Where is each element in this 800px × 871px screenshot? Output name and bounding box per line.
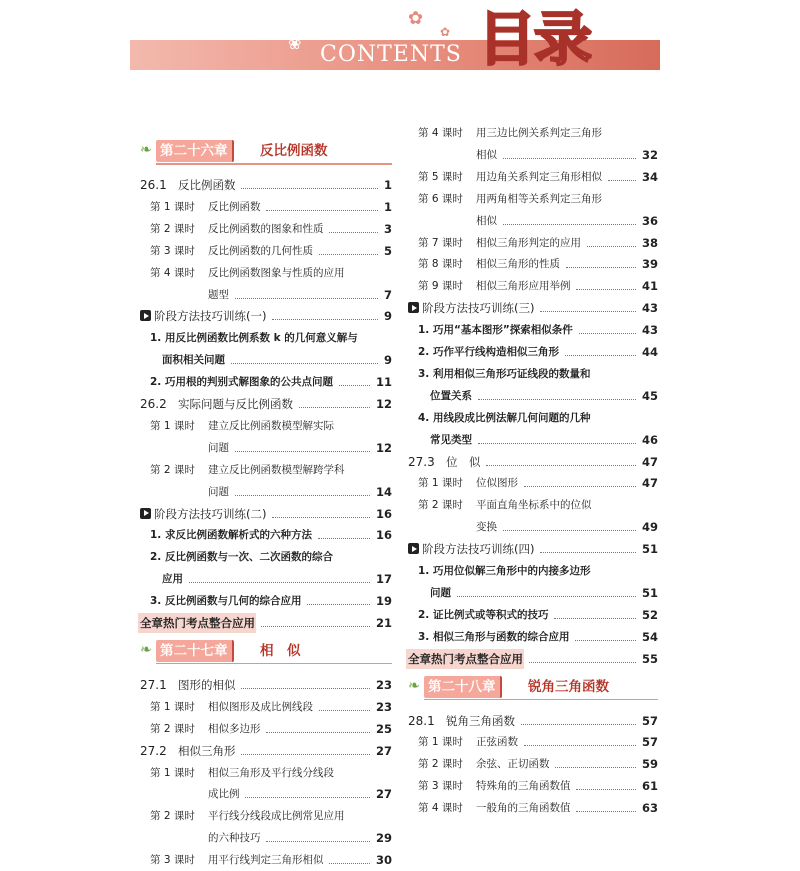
- lesson-number: 第 2 课时: [418, 499, 463, 512]
- page-number: 63: [641, 801, 658, 816]
- dot-leader: [576, 811, 636, 812]
- lesson-number: 第 8 课时: [418, 258, 463, 271]
- page-number: 55: [641, 651, 658, 666]
- leaf-icon: ❧: [408, 677, 420, 694]
- toc-entry[interactable]: [408, 275, 658, 297]
- entry-text: 1. 巧用“基本图形”探索相似条件: [418, 324, 573, 337]
- entry-text: 反比例函数: [208, 200, 261, 213]
- entry-text: 特殊角的三角函数值: [476, 780, 571, 793]
- lesson-number: 第 4 课时: [150, 266, 195, 279]
- chapter-heading[interactable]: [140, 640, 392, 664]
- entry-text: 相似: [476, 214, 497, 227]
- dot-leader: [576, 289, 636, 290]
- entry-text: 反比例函数: [178, 178, 236, 192]
- entry-text: 的六种技巧: [208, 832, 261, 845]
- entry-text: 阶段方法技巧训练(一): [154, 309, 267, 324]
- play-icon: [140, 310, 151, 321]
- dot-leader: [576, 789, 636, 790]
- toc-entry[interactable]: [408, 516, 658, 538]
- lesson-number: 第 1 课时: [150, 766, 195, 779]
- entry-text: 相似: [476, 148, 497, 161]
- page-number: 32: [641, 147, 658, 162]
- page-number: 51: [641, 542, 658, 557]
- page-number: 38: [641, 235, 658, 250]
- toc-entry[interactable]: [140, 218, 392, 240]
- toc-entry[interactable]: [408, 253, 658, 275]
- dot-leader: [524, 486, 636, 487]
- dot-leader: [307, 604, 370, 605]
- toc-entry[interactable]: [408, 582, 658, 604]
- chapter-underline: [424, 699, 658, 701]
- toc-entry[interactable]: [140, 718, 392, 740]
- toc-entry[interactable]: [408, 560, 658, 582]
- entry-text: 2. 巧作平行线构造相似三角形: [418, 346, 559, 358]
- lesson-number: 第 3 课时: [418, 780, 463, 793]
- page-number: 7: [383, 287, 392, 302]
- toc-entry[interactable]: [140, 481, 392, 503]
- lesson-number: 第 2 课时: [418, 758, 463, 771]
- lesson-number: 第 3 课时: [150, 244, 195, 257]
- entry-text: 相似图形及成比例线段: [208, 700, 313, 713]
- page-number: 47: [641, 454, 658, 469]
- section-number: 28.1: [408, 713, 435, 728]
- flower-icon: ✿: [440, 25, 451, 39]
- entry-text: 相似多边形: [208, 722, 261, 735]
- page-number: 11: [375, 375, 392, 390]
- toc-entry[interactable]: [408, 297, 658, 319]
- chapter-heading[interactable]: [140, 140, 392, 164]
- dot-leader: [524, 745, 636, 746]
- page-number: 51: [641, 585, 658, 600]
- toc-entry[interactable]: [408, 385, 658, 407]
- page-number: 27: [375, 743, 392, 758]
- page-number: 12: [375, 440, 392, 455]
- page-number: 1: [383, 199, 392, 214]
- page-number: 57: [641, 735, 658, 750]
- toc-entry[interactable]: [140, 371, 392, 393]
- dot-leader: [478, 443, 636, 444]
- dot-leader: [554, 618, 636, 619]
- toc-entry[interactable]: [408, 166, 658, 188]
- dot-leader: [329, 232, 378, 233]
- lesson-number: 第 2 课时: [150, 722, 195, 735]
- toc-entry[interactable]: [408, 731, 658, 753]
- dot-leader: [457, 596, 636, 597]
- summary-entry[interactable]: [140, 612, 392, 634]
- page-title: 目录: [478, 5, 591, 73]
- entry-text: 相似三角形: [178, 743, 236, 758]
- page-number: 49: [641, 520, 658, 535]
- toc-entry[interactable]: [408, 188, 658, 210]
- dot-leader: [235, 451, 370, 452]
- dot-leader: [579, 333, 636, 334]
- entry-text: 3. 利用相似三角形巧证线段的数量和: [418, 367, 591, 380]
- dot-leader: [486, 465, 636, 466]
- toc-entry[interactable]: [140, 284, 392, 306]
- entry-text: 位 似: [446, 454, 481, 469]
- dot-leader: [555, 767, 636, 768]
- entry-text: 2. 证比例式或等积式的技巧: [418, 608, 549, 621]
- entry-text: 全章热门考点整合应用: [408, 651, 523, 666]
- entry-text: 面积相关问题: [162, 354, 225, 367]
- page-number: 44: [641, 345, 658, 359]
- page-number: 59: [641, 757, 658, 772]
- toc-entry[interactable]: [140, 305, 392, 327]
- page-number: 21: [375, 616, 392, 630]
- dot-leader: [339, 385, 370, 386]
- page-number: 9: [383, 353, 392, 368]
- entry-text: 位置关系: [430, 389, 472, 402]
- dot-leader: [266, 732, 370, 733]
- dot-leader: [241, 754, 370, 755]
- page-number: 3: [383, 221, 392, 236]
- entry-text: 2. 反比例函数与一次、二次函数的综合: [150, 551, 333, 564]
- dot-leader: [235, 495, 370, 496]
- entry-text: 题型: [208, 288, 229, 301]
- entry-text: 一般角的三角函数值: [476, 802, 571, 815]
- entry-text: 相似三角形及平行线分线段: [208, 766, 334, 779]
- dot-leader: [529, 662, 636, 663]
- entry-text: 相似三角形判定的应用: [476, 236, 581, 249]
- play-icon: [140, 508, 151, 519]
- entry-text: 全章热门考点整合应用: [140, 616, 255, 630]
- toc-entry[interactable]: [140, 546, 392, 568]
- entry-text: 平行线分线段成比例常见应用: [208, 810, 345, 823]
- toc-entry[interactable]: [140, 437, 392, 459]
- entry-text: 反比例函数图象与性质的应用: [208, 266, 345, 279]
- entry-text: 位似图形: [476, 477, 518, 490]
- play-icon: [408, 543, 419, 554]
- dot-leader: [608, 180, 636, 181]
- entry-text: 反比例函数的图象和性质: [208, 222, 324, 235]
- dot-leader: [587, 246, 636, 247]
- page-number: 52: [641, 607, 658, 622]
- entry-text: 阶段方法技巧训练(四): [422, 542, 535, 557]
- toc-entry[interactable]: [140, 783, 392, 805]
- page-number: 12: [375, 397, 392, 411]
- dot-leader: [566, 267, 636, 268]
- chapter-number: 第二十八章: [424, 676, 502, 698]
- chapter-underline: [156, 663, 392, 665]
- entry-text: 用三边比例关系判定三角形: [476, 127, 602, 139]
- lesson-number: 第 2 课时: [150, 810, 195, 823]
- toc-entry[interactable]: [408, 232, 658, 254]
- lesson-number: 第 1 课时: [150, 700, 195, 713]
- dot-leader: [503, 158, 636, 159]
- toc-entry[interactable]: [140, 503, 392, 525]
- toc-entry[interactable]: [408, 604, 658, 626]
- entry-text: 问题: [208, 485, 229, 498]
- lesson-number: 第 1 课时: [150, 419, 195, 432]
- entry-text: 阶段方法技巧训练(三): [422, 301, 535, 316]
- toc-entry[interactable]: [140, 696, 392, 718]
- toc-entry[interactable]: [140, 393, 392, 415]
- entry-text: 用平行线判定三角形相似: [208, 854, 324, 867]
- entry-text: 变换: [476, 521, 497, 534]
- entry-text: 问题: [430, 586, 451, 599]
- entry-text: 余弦、正切函数: [476, 758, 550, 771]
- dot-leader: [299, 407, 370, 408]
- entry-text: 1. 巧用位似解三角形中的内接多边形: [418, 565, 591, 577]
- toc-entry[interactable]: [408, 210, 658, 232]
- page-number: 45: [641, 388, 658, 403]
- toc-entry[interactable]: [140, 849, 392, 871]
- lesson-number: 第 1 课时: [418, 736, 463, 749]
- entry-text: 图形的相似: [178, 677, 236, 692]
- leaf-icon: ❧: [140, 142, 152, 158]
- toc-entry[interactable]: [408, 407, 658, 429]
- page-number: 29: [375, 831, 392, 846]
- page-number: 9: [383, 309, 392, 324]
- toc-entry[interactable]: [140, 174, 392, 196]
- summary-entry[interactable]: [408, 648, 658, 670]
- lesson-number: 第 4 课时: [418, 802, 463, 815]
- toc-entry[interactable]: [408, 775, 658, 797]
- dot-leader: [319, 254, 378, 255]
- toc-entry[interactable]: [140, 327, 392, 349]
- entry-text: 平面直角坐标系中的位似: [476, 499, 592, 512]
- toc-entry[interactable]: [140, 590, 392, 612]
- toc-entry[interactable]: [408, 710, 658, 732]
- toc-entry[interactable]: [408, 472, 658, 494]
- dot-leader: [540, 552, 636, 553]
- toc-entry[interactable]: [408, 319, 658, 341]
- toc-entry[interactable]: [140, 524, 392, 546]
- page-number: 1: [383, 178, 392, 192]
- dot-leader: [272, 319, 378, 320]
- toc-entry[interactable]: [408, 538, 658, 560]
- page-number: 5: [383, 243, 392, 258]
- lesson-number: 第 2 课时: [150, 463, 195, 476]
- lesson-number: 第 1 课时: [150, 200, 195, 213]
- toc-entry[interactable]: [408, 451, 658, 473]
- dot-leader: [235, 298, 378, 299]
- chapter-heading[interactable]: [408, 676, 658, 700]
- dot-leader: [261, 626, 370, 627]
- leaf-icon: ❧: [140, 641, 152, 658]
- section-number: 26.2: [140, 397, 167, 411]
- toc-entry[interactable]: [408, 144, 658, 166]
- entry-text: 4. 用线段成比例法解几何问题的几种: [418, 411, 591, 424]
- section-number: 27.1: [140, 677, 167, 692]
- toc-entry[interactable]: [140, 196, 392, 218]
- entry-text: 1. 求反比例函数解析式的六种方法: [150, 529, 312, 542]
- lesson-number: 第 3 课时: [150, 854, 195, 867]
- lesson-number: 第 9 课时: [418, 280, 463, 293]
- page-number: 41: [641, 279, 658, 294]
- entry-text: 相似三角形的性质: [476, 258, 560, 271]
- dot-leader: [503, 530, 636, 531]
- entry-text: 问题: [208, 441, 229, 454]
- entry-text: 正弦函数: [476, 736, 518, 749]
- entry-text: 相似三角形应用举例: [476, 280, 571, 293]
- entry-text: 2. 巧用根的判别式解图象的公共点问题: [150, 376, 333, 389]
- page-number: 30: [375, 853, 392, 868]
- dot-leader: [266, 210, 378, 211]
- dot-leader: [318, 538, 370, 539]
- entry-text: 应用: [162, 573, 183, 586]
- page-number: 16: [375, 506, 392, 521]
- entry-text: 实际问题与反比例函数: [178, 397, 293, 411]
- page-number: 14: [375, 484, 392, 499]
- lesson-number: 第 7 课时: [418, 236, 463, 249]
- play-icon: [408, 302, 419, 313]
- entry-text: 1. 用反比例函数比例系数 k 的几何意义解与: [150, 332, 358, 345]
- page-number: 27: [375, 787, 392, 802]
- page-number: 43: [641, 301, 658, 316]
- dot-leader: [329, 863, 370, 864]
- page-number: 34: [641, 169, 658, 184]
- entry-text: 建立反比例函数模型解跨学科: [208, 463, 345, 476]
- toc-entry[interactable]: [140, 415, 392, 437]
- page-number: 61: [641, 779, 658, 794]
- page-number: 19: [375, 594, 392, 609]
- entry-text: 用边角关系判定三角形相似: [476, 170, 602, 183]
- section-number: 27.2: [140, 743, 167, 758]
- dot-leader: [245, 797, 370, 798]
- dot-leader: [231, 363, 378, 364]
- page-number: 54: [641, 629, 658, 644]
- dot-leader: [575, 640, 636, 641]
- dot-leader: [478, 399, 636, 400]
- lesson-number: 第 4 课时: [418, 127, 463, 139]
- entry-text: 成比例: [208, 788, 240, 801]
- entry-text: 3. 反比例函数与几何的综合应用: [150, 595, 302, 608]
- dot-leader: [241, 688, 370, 689]
- toc-entry[interactable]: [140, 240, 392, 262]
- dot-leader: [272, 517, 370, 518]
- chapter-number: 第二十六章: [156, 140, 234, 162]
- page-number: 39: [641, 257, 658, 272]
- page-number: 36: [641, 213, 658, 228]
- lesson-number: 第 1 课时: [418, 477, 463, 490]
- page-number: 17: [375, 572, 392, 587]
- chapter-underline: [156, 163, 392, 165]
- lesson-number: 第 5 课时: [418, 170, 463, 183]
- entry-text: 反比例函数的几何性质: [208, 244, 313, 257]
- toc-entry[interactable]: [140, 805, 392, 827]
- section-number: 26.1: [140, 178, 167, 192]
- chapter-title: 相 似: [260, 642, 301, 659]
- entry-text: 常见类型: [430, 433, 472, 446]
- toc-entry[interactable]: [140, 349, 392, 371]
- entry-text: 锐角三角函数: [446, 713, 515, 728]
- toc-entry[interactable]: [408, 363, 658, 385]
- lesson-number: 第 2 课时: [150, 222, 195, 235]
- dot-leader: [266, 841, 370, 842]
- page-number: 46: [641, 432, 658, 447]
- dot-leader: [189, 582, 370, 583]
- toc-entry[interactable]: [140, 568, 392, 590]
- page-number: 57: [641, 713, 658, 728]
- dot-leader: [521, 724, 636, 725]
- page-number: 25: [375, 721, 392, 736]
- toc-entry[interactable]: [408, 122, 658, 144]
- page-number: 23: [375, 677, 392, 692]
- toc-entry[interactable]: [408, 753, 658, 775]
- entry-text: 阶段方法技巧训练(二): [154, 506, 267, 521]
- entry-text: 3. 相似三角形与函数的综合应用: [418, 630, 570, 643]
- entry-text: 用两角相等关系判定三角形: [476, 192, 602, 205]
- page-number: 47: [641, 476, 658, 491]
- toc-entry[interactable]: [140, 262, 392, 284]
- toc-entry[interactable]: [140, 740, 392, 762]
- chapter-number: 第二十七章: [156, 640, 234, 662]
- dot-leader: [503, 224, 636, 225]
- dot-leader: [241, 188, 378, 189]
- entry-text: 建立反比例函数模型解实际: [208, 419, 334, 432]
- toc-entry[interactable]: [140, 762, 392, 784]
- lesson-number: 第 6 课时: [418, 192, 463, 205]
- flower-icon: ❀: [288, 34, 302, 53]
- contents-word: CONTENTS: [320, 42, 462, 67]
- chapter-title: 锐角三角函数: [528, 678, 609, 695]
- flower-icon: ✿: [408, 8, 424, 29]
- section-number: 27.3: [408, 454, 435, 469]
- toc-entry[interactable]: [408, 494, 658, 516]
- toc-entry[interactable]: [140, 459, 392, 481]
- dot-leader: [319, 710, 370, 711]
- toc-entry[interactable]: [140, 827, 392, 849]
- dot-leader: [565, 355, 636, 356]
- page-number: 16: [375, 528, 392, 543]
- chapter-title: 反比例函数: [260, 143, 328, 159]
- page-number: 23: [375, 699, 392, 714]
- toc-entry[interactable]: [408, 429, 658, 451]
- page-number: 43: [641, 323, 658, 338]
- toc-entry[interactable]: [408, 341, 658, 363]
- dot-leader: [540, 311, 636, 312]
- toc-entry[interactable]: [408, 626, 658, 648]
- toc-entry[interactable]: [408, 797, 658, 819]
- toc-entry[interactable]: [140, 674, 392, 696]
